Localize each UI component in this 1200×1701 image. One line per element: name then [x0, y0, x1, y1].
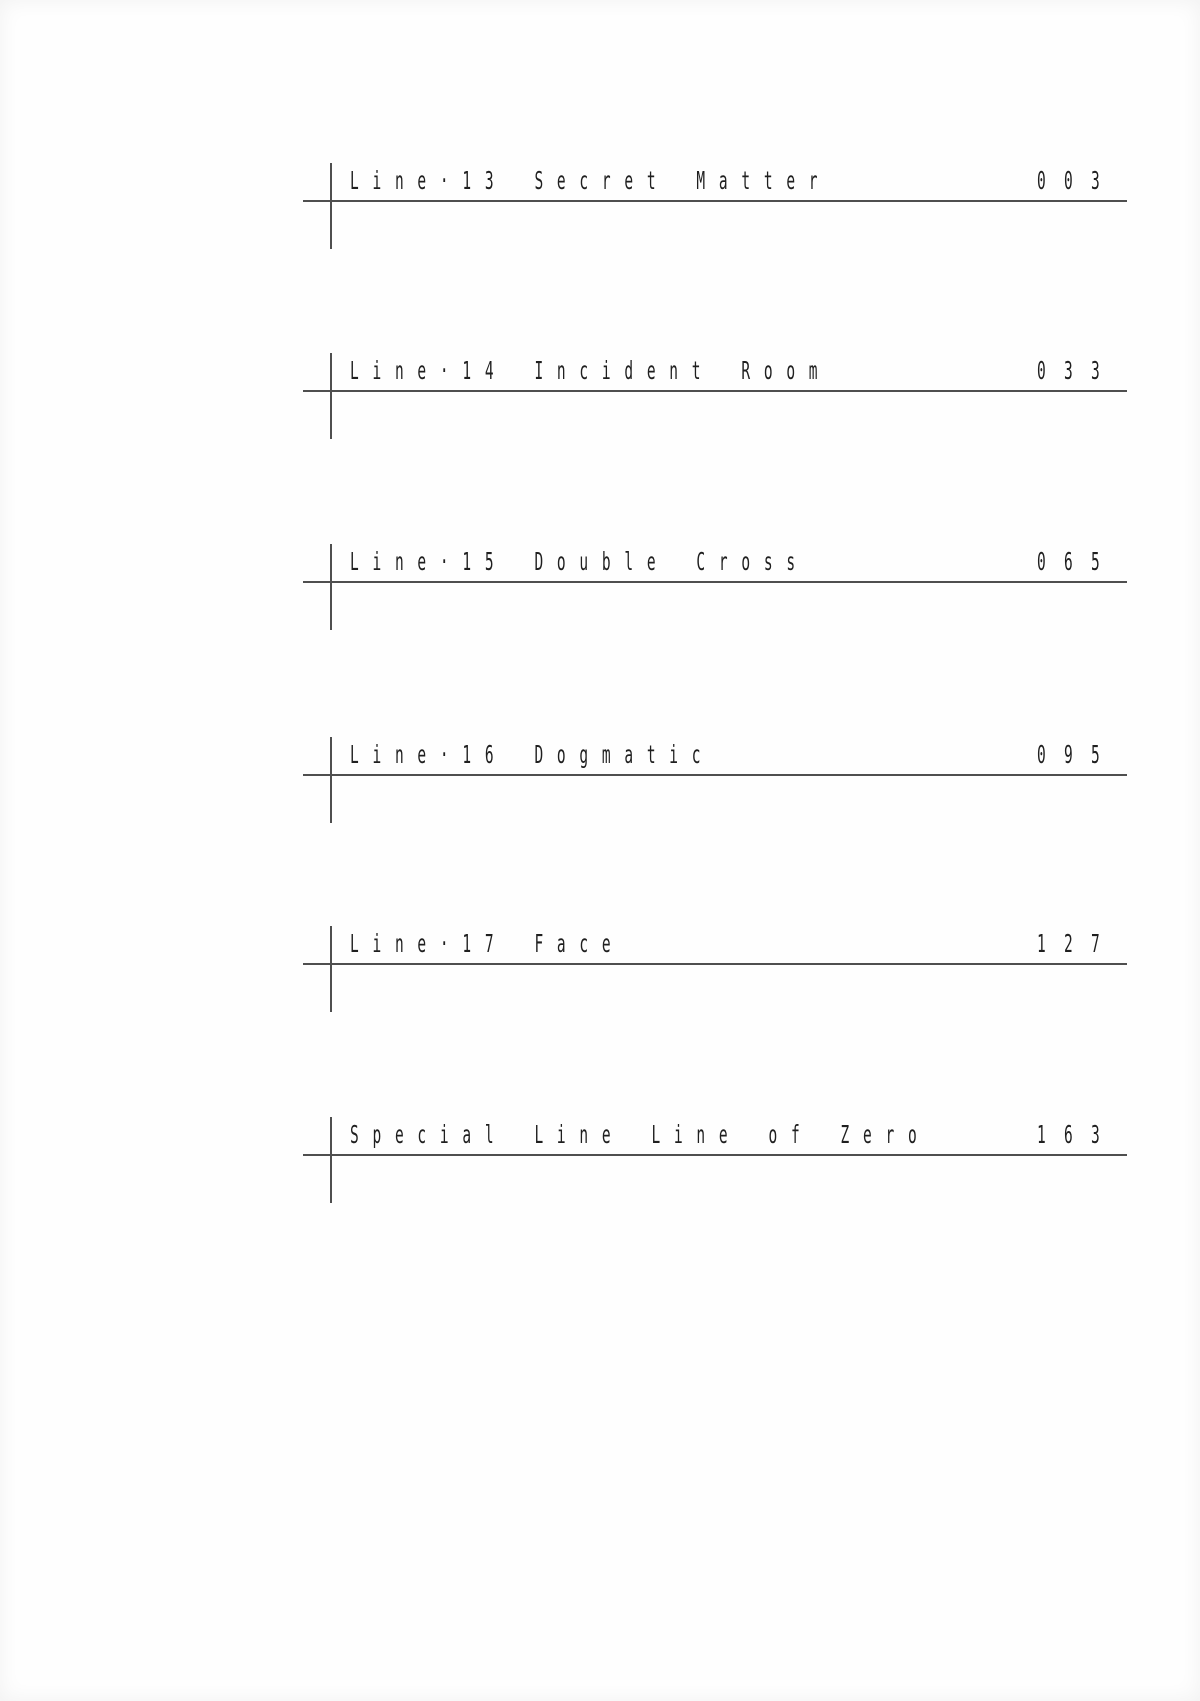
entry-vertical-rule — [330, 737, 332, 823]
chapter-title: Line·14 Incident Room — [350, 356, 832, 385]
entry-vertical-rule — [330, 926, 332, 1012]
entry-vertical-rule — [330, 163, 332, 249]
chapter-title: Special Line Line of Zero — [350, 1120, 931, 1149]
chapter-title: Line·17 Face — [350, 929, 625, 958]
chapter-title: Line·13 Secret Matter — [350, 166, 832, 195]
chapter-title: Line·16 Dogmatic — [350, 740, 715, 769]
entry-horizontal-rule — [303, 390, 1127, 392]
chapter-page-number: 065 — [1037, 547, 1119, 576]
entry-vertical-rule — [330, 544, 332, 630]
toc-entry — [0, 1117, 1200, 1203]
entry-vertical-rule — [330, 353, 332, 439]
toc-entry — [0, 926, 1200, 1012]
entry-horizontal-rule — [303, 774, 1127, 776]
toc-entry — [0, 544, 1200, 630]
entry-horizontal-rule — [303, 200, 1127, 202]
chapter-title: Line·15 Double Cross — [350, 547, 809, 576]
chapter-page-number: 095 — [1037, 740, 1119, 769]
entry-horizontal-rule — [303, 963, 1127, 965]
entry-horizontal-rule — [303, 1154, 1127, 1156]
chapter-page-number: 127 — [1037, 929, 1119, 958]
toc-entry — [0, 737, 1200, 823]
chapter-page-number: 033 — [1037, 356, 1119, 385]
chapter-page-number: 163 — [1037, 1120, 1119, 1149]
toc-entry — [0, 353, 1200, 439]
entry-horizontal-rule — [303, 581, 1127, 583]
entry-vertical-rule — [330, 1117, 332, 1203]
toc-entry — [0, 163, 1200, 249]
chapter-page-number: 003 — [1037, 166, 1119, 195]
